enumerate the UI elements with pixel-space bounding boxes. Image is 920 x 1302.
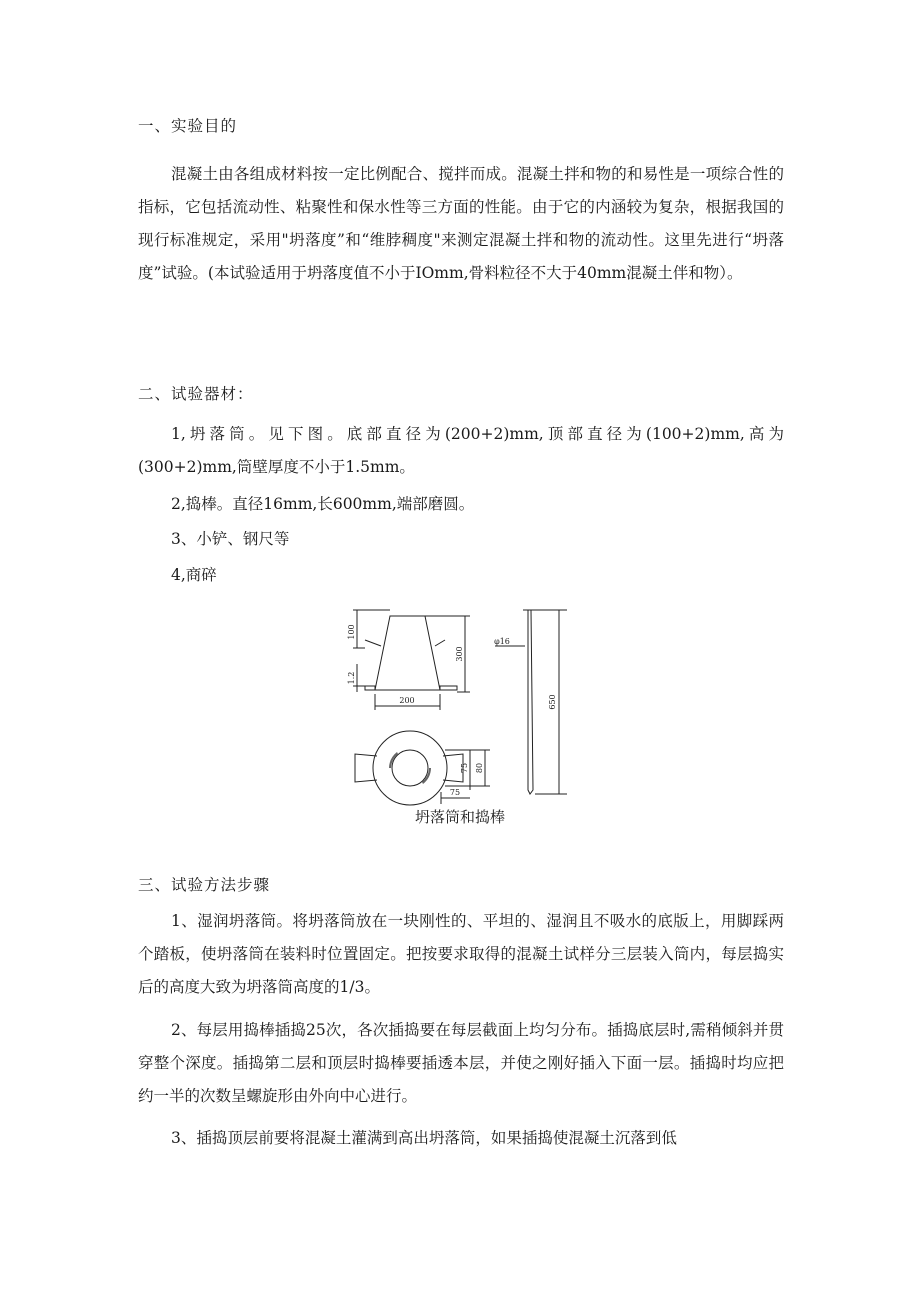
method-step-2: 2、每层用捣棒插捣25次，各次插捣要在每层截面上均匀分布。插捣底层时,需稍倾斜并贯穿整个深度。插捣第二层和顶层时捣棒要插透本层，并使之刚好插入下面一层。插捣时均应把约一半的次数呈螺旋形由外向中心进行。 <box>138 1021 784 1105</box>
dim-handle-offset-label: 75 <box>460 762 469 774</box>
dim-base-thickness-label: 1.2 <box>347 671 356 685</box>
dim-bottom-diameter-label: 200 <box>399 696 415 705</box>
method-step-1: 1、湿润坍落筒。将坍落筒放在一块刚性的、平坦的、湿润且不吸水的底版上，用脚踩两个踏板，使坍落筒在装料时位置固定。把按要求取得的混凝土试样分三层装入筒内，每层捣实后的高度大致为坍落筒高度的1/3。 <box>138 912 784 996</box>
cone-left-handle <box>365 640 381 646</box>
cone-left-footplate <box>365 686 375 690</box>
section-heading-equipment: 二、试验器材： <box>138 385 254 403</box>
cone-top-inner <box>392 750 428 786</box>
slump-cone-drawing <box>345 602 575 812</box>
dim-height-label: 300 <box>455 646 464 662</box>
cone-side-outline <box>375 616 440 690</box>
cone-right-footplate <box>440 686 457 690</box>
cone-right-handle <box>435 640 445 646</box>
cone-top-left-handle <box>355 754 377 782</box>
dim-handle-width-label: 80 <box>475 762 484 774</box>
equipment-item-4: 4,商碎 <box>171 566 217 584</box>
equipment-item-2: 2,捣棒。直径16mm,长600mm,端部磨圆。 <box>171 495 475 513</box>
slump-cone-figure <box>345 602 575 832</box>
dim-rod-diameter-label: φ16 <box>494 637 510 646</box>
dim-plate-length-label: 75 <box>449 788 461 797</box>
section-heading-method: 三、试验方法步骤 <box>138 876 271 894</box>
equipment-item-1: 1,坍落筒。见下图。底部直径为(200+2)mm,顶部直径为(100+2)mm,高为(300+2)mm,筒壁厚度不小于1.5mm。 <box>138 425 784 476</box>
figure-caption: 坍落筒和捣棒 <box>414 808 505 826</box>
method-step-3: 3、插捣顶层前要将混凝土灌满到高出坍落筒，如果插捣使混凝土沉落到低 <box>171 1129 677 1147</box>
equipment-item-3: 3、小铲、钢尺等 <box>171 530 290 548</box>
dim-top-height-label: 100 <box>347 624 356 640</box>
dim-rod-length-label: 650 <box>548 694 557 710</box>
tamping-rod <box>528 610 533 794</box>
cone-top-outer <box>373 731 447 805</box>
section-heading-purpose: 一、实验目的 <box>138 117 238 135</box>
paragraph-purpose: 混凝土由各组成材料按一定比例配合、搅拌而成。混凝土拌和物的和易性是一项综合性的指标，它包括流动性、粘聚性和保水性等三方面的性能。由于它的内涵较为复杂，根据我国的现行标准规定，采用"坍落度”和“维脖稠度"来测定混凝土拌和物的流动性。这里先进行“坍落度”试验。(本试验适用于坍落度值不小于IOmm,骨料粒径不大于40mm混凝土伴和物）。 <box>138 165 784 282</box>
